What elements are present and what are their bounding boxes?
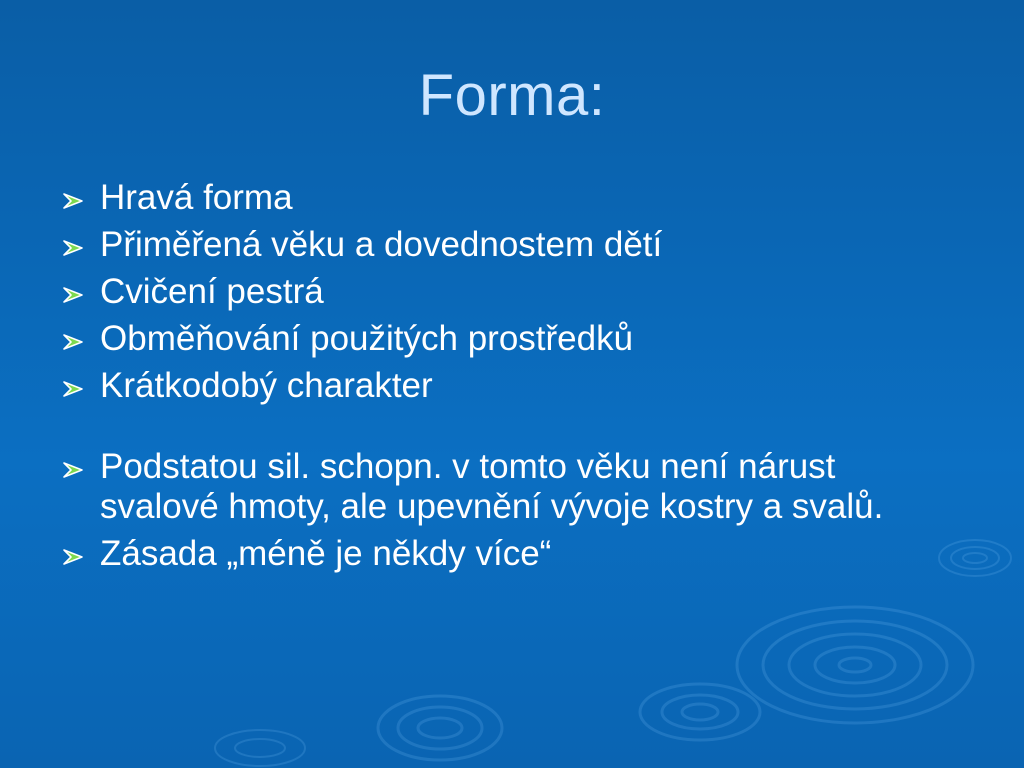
- bullet-item: [62, 178, 962, 218]
- arrow-bullet-icon: [62, 286, 84, 304]
- bullet-text: Obměňování použitých prostředků: [100, 319, 634, 358]
- bullet-text: Podstatou sil. schopn. v tomto věku není nárust svalové hmoty, ale upevnění vývoje kostry a svalů.: [100, 447, 884, 526]
- arrow-bullet-icon: [62, 548, 84, 566]
- arrow-bullet-icon: [62, 333, 84, 351]
- arrow-bullet-icon: [62, 380, 84, 398]
- bullet-text: Zásada „méně je někdy více“: [100, 534, 552, 573]
- bullet-item: [62, 272, 962, 312]
- bullet-text: Hravá forma: [100, 178, 293, 217]
- bullet-text: Krátkodobý charakter: [100, 366, 433, 405]
- arrow-bullet-icon: [62, 461, 84, 479]
- arrow-bullet-icon: [62, 192, 84, 210]
- bullet-text: Cvičení pestrá: [100, 272, 324, 311]
- bullet-text: Přiměřená věku a dovednostem dětí: [100, 225, 663, 264]
- bullet-item: [62, 319, 962, 359]
- arrow-bullet-icon: [62, 239, 84, 257]
- bullet-item: [62, 447, 962, 527]
- slide-title: Forma:: [418, 63, 606, 128]
- bullet-item: [62, 534, 962, 574]
- bullet-item: [62, 366, 962, 406]
- bullet-list: [62, 178, 962, 581]
- bullet-item: [62, 225, 962, 265]
